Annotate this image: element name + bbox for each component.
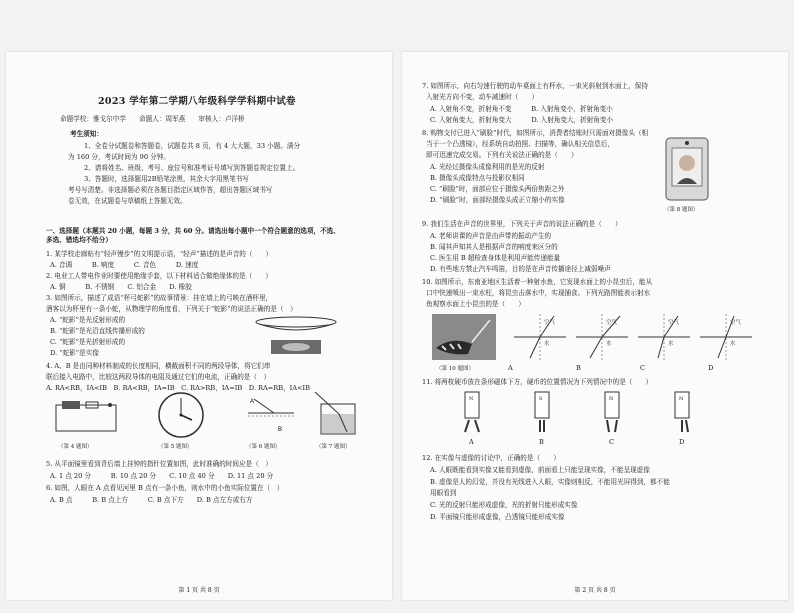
svg-text:A: A <box>250 399 255 405</box>
question-line: 鱼观察水面上小昆虫的是（ ） <box>426 300 525 308</box>
water-label: 水 <box>730 341 736 347</box>
option-label: A <box>469 438 474 446</box>
eye-fish-figure <box>246 397 296 441</box>
magnet-pole-n: N <box>469 396 474 402</box>
question-line: 7. 如图所示，向右匀速行驶的动车桌面上有杯水，一束光斜射到水面上，保持 <box>422 82 648 90</box>
notice-line: 1、全卷分试题卷和答题卷，试题卷共 8 页，有 4 大大题，33 小题。满分 <box>84 142 301 150</box>
option-label: C <box>609 438 615 446</box>
air-label: 空气 <box>544 320 556 326</box>
water-label: 水 <box>606 341 612 347</box>
question-option: D. “刷脸”时，面部经摄像头成正立缩小的实像 <box>430 196 565 204</box>
option-label: D <box>708 364 714 372</box>
notice-line: 考号写清楚。非选择题必须在各题目指定区域作答，超出答题区域书写 <box>68 186 273 194</box>
option-label: A <box>508 364 513 372</box>
question-option: 用眼看到 <box>430 489 457 497</box>
question-line: 联后接入电路中，比较这两段导体的电阻及通过它们的电流，正确的是（ ） <box>46 373 271 381</box>
question-line: 10. 如图所示，东南亚地区生活着一种射水鱼，它发现水面上的小昆虫后，能从 <box>422 278 653 286</box>
figure-caption: （第 6 题图） <box>246 444 281 450</box>
question-option: C. 医生用 B 超检查身体是利用声能传递能量 <box>430 254 561 262</box>
figure-caption: （第 10 题图） <box>436 366 474 372</box>
air-label: 空气 <box>668 320 680 326</box>
notice-line: 2、请将姓名、班级、考号、座位号和准考证号填写到答题卷规定位置上。 <box>84 164 300 172</box>
option-label: B <box>539 438 544 446</box>
circuit-figure <box>46 397 126 441</box>
question-options: A. 入射角不变，折射角不变 B. 入射角变小，折射角变小 <box>430 105 613 113</box>
question-option: C. “刷脸”时，面部应位于摄像头两倍焦距之外 <box>430 185 565 193</box>
question-options: A. RA<RB，IA<IB B. RA<RB，IA=IB C. RA>RB，IA=IB D. RA=RB，IA<IB <box>46 384 311 392</box>
air-label: 空气 <box>606 320 618 326</box>
question-option: B. 闻其声知其人是根据声音的响度来区分的 <box>430 243 558 251</box>
exam-title: 2023 学年第二学期八年级科学学科期中试卷 <box>98 96 296 107</box>
question-line: 即可迅速完成交易。下列有关说法正确的是（ ） <box>426 151 578 159</box>
question-line: 4. A、B 是由同种材料制成的长度相同，横截面积不同的两段导体，将它们串 <box>46 362 271 370</box>
figure-caption: （第 4 题图） <box>58 444 93 450</box>
water-label: 水 <box>544 341 550 347</box>
clock-figure <box>156 390 206 444</box>
question-line: 11. 将两枚硬币放在条形磁体下方，硬币的位置情况为下列情况中的是（ ） <box>422 378 653 386</box>
archer-fish-photo <box>432 314 496 364</box>
air-label: 空气 <box>730 320 742 326</box>
water-label: 水 <box>668 341 674 347</box>
question-option: A. 光经过摄像头成像利用的是光的反射 <box>430 163 545 171</box>
ray-diagram-a <box>514 314 566 364</box>
question-options: A. B 点 B. B 点上方 C. B 点下方 D. B 点左方或右方 <box>50 496 253 504</box>
question-line: 当于一个凸透镜），经系统自动拍照、扫描等，确认相关信息后， <box>426 140 614 148</box>
question-line: 1. 某学校走廊贴有“轻声慢步”的文明提示语，“轻声”描述的是声音的（ ） <box>46 250 273 258</box>
question-line: 酒客以为杯里有一条小蛇，从物理学的角度看，下列关于“蛇影”的说法正确的是（ ） <box>46 305 297 313</box>
section-heading: 一、选择题（本题共 20 小题，每题 3 分，共 60 分。请选出每小题中一个符合题意的选项，不选、多选、错选均不给分） <box>46 227 340 244</box>
question-options: A. 1 点 20 分 B. 10 点 20 分 C. 10 点 40 分 D. 11 点 20 分 <box>50 472 274 480</box>
notice-line: 卷无效，在试题卷与草稿纸上答题无效。 <box>68 197 187 205</box>
magnet-pole-n: N <box>609 396 614 402</box>
question-line: 2. 电业工人带电作业时要使用绝缘手套，以下材料适合做绝缘体的是（ ） <box>46 272 272 280</box>
question-options: A. 铜 B. 不锈钢 C. 铝合金 D. 橡胶 <box>50 283 192 291</box>
question-option: B. 摄像头成像特点与投影仪相同 <box>430 174 525 182</box>
ray-diagram-d <box>700 314 752 364</box>
question-option: A. 人眼既能看到实像又能看到虚像，前面看上只能呈现实像，不能呈现虚像 <box>430 466 650 474</box>
train-cup-figure <box>311 390 366 442</box>
question-line: 3. 如图所示，描述了成语“杯弓蛇影”的故事情景：挂在墙上的弓映在酒杯里， <box>46 294 273 302</box>
option-label: D <box>679 438 685 446</box>
notice-line: 为 160 分，考试时间为 90 分钟。 <box>68 153 170 161</box>
question-line: 口中快速喷出一束水柱，将昆虫击落水中，实现捕食。下列光路图能表示射水 <box>426 289 651 297</box>
cup-bow-figure <box>251 314 341 360</box>
page-footer: 第 1 页 共 8 页 <box>178 587 220 594</box>
question-option: B. “蛇影”是光沿直线传播形成的 <box>50 327 145 335</box>
figure-caption: （第 7 题图） <box>316 444 351 450</box>
figure-caption: （第 5 题图） <box>158 444 193 450</box>
magnet-coins-b <box>530 392 556 440</box>
face-pay-device-figure <box>664 136 710 206</box>
question-option: B. 虚像是人的幻觉，并没有光线进入人眼，实像则相反，不能用光屏得到，都不能 <box>430 478 670 486</box>
page-footer: 第 2 页 共 8 页 <box>574 587 616 594</box>
question-option: A. 老师讲课的声音是由声带的振动产生的 <box>430 232 552 240</box>
question-line: 9. 我们生活在声音的世界里，下列关于声音的说法正确的是（ ） <box>422 220 622 228</box>
magnet-pole-s: S <box>539 396 543 402</box>
question-line: 6. 如图，人眼在 A 点看见河里 B 点有一条小鱼，则水中的小鱼实际位置在（ ） <box>46 484 284 492</box>
notice-heading: 考生须知： <box>70 130 103 138</box>
question-option: C. “蛇影”是光折射形成的 <box>50 338 126 346</box>
question-options: C. 入射角变大，折射角变大 D. 入射角变大，折射角变小 <box>430 116 614 124</box>
option-label: B <box>576 364 581 372</box>
question-line: 5. 从平面镜里看到背后墙上挂钟的指针位置如图，此时准确的时间应是（ ） <box>46 460 272 468</box>
option-label: C <box>640 364 646 372</box>
figure-caption: （第 8 题图） <box>664 207 699 213</box>
svg-text:B: B <box>278 427 283 433</box>
question-option: D. 有些地方禁止汽车鸣笛，目的是在声音传播途径上减弱噪声 <box>430 265 611 273</box>
notice-line: 3、答题时，选择题用2B铅笔涂黑，其余大字用黑笔书写 <box>84 175 249 183</box>
ray-diagram-b <box>576 314 628 364</box>
question-line: 8. 购物支付已进入“刷脸”时代，如图所示，消费者结账时只需面对摄像头（相 <box>422 129 649 137</box>
question-line: 12. 在实像与虚像的讨论中，正确的是（ ） <box>422 454 560 462</box>
magnet-pole-n: N <box>679 396 684 402</box>
exam-page-2 <box>402 52 788 600</box>
question-option: D. “蛇影”是实像 <box>50 349 99 357</box>
question-option: C. 光的反射只能形成虚像，光的折射只能形成实像 <box>430 501 578 509</box>
exam-page-1 <box>6 52 392 600</box>
exam-meta: 命题学校：雅戈尔中学 命题人：周军燕 审核人：卢洋桥 <box>60 115 245 123</box>
question-line: 入射光方向不变，动车减速时（ ） <box>426 93 539 101</box>
ray-diagram-c <box>638 314 690 364</box>
question-option: A. “蛇影”是光反射形成的 <box>50 316 126 324</box>
question-options: A. 音调 B. 响度 C. 音色 D. 速度 <box>50 261 199 269</box>
question-option: D. 平面镜只能形成虚像，凸透镜只能形成实像 <box>430 513 565 521</box>
